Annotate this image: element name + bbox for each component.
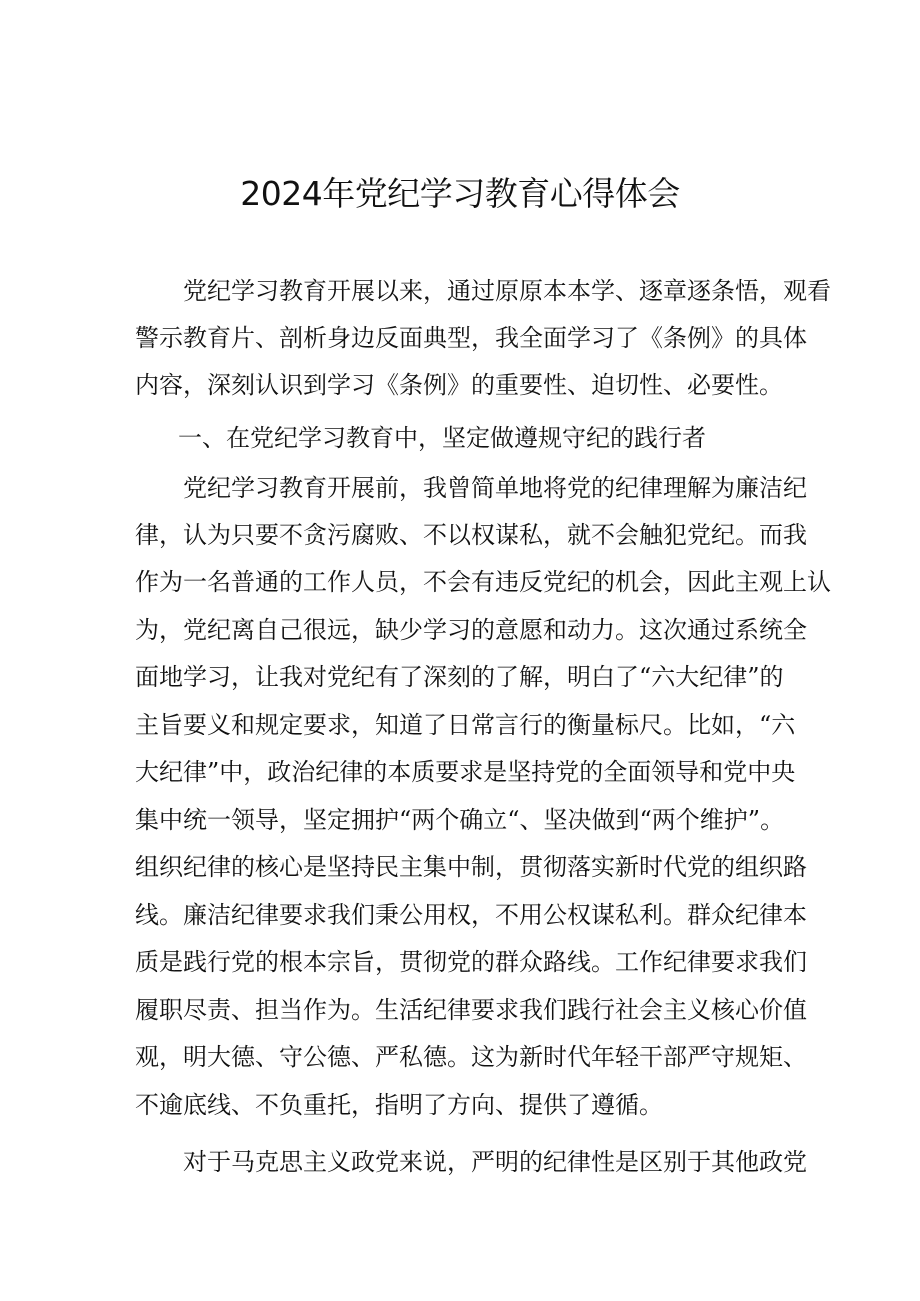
section-heading: 一、在党纪学习教育中，坚定做遵规守纪的践行者 [178,424,706,452]
body-line: 观，明大德、守公德、严私德。这为新时代年轻干部严守规矩、 [135,1043,807,1071]
next-paragraph-line: 对于马克思主义政党来说，严明的纪律性是区别于其他政党 [183,1148,807,1176]
body-line: 履职尽责、担当作为。生活纪律要求我们践行社会主义核心价值 [135,996,807,1024]
document-title: 2024年党纪学习教育心得体会 [240,174,680,213]
body-line: 为，党纪离自己很远，缺少学习的意愿和动力。这次通过系统全 [135,616,807,644]
body-line: 质是践行党的根本宗旨，贯彻党的群众路线。工作纪律要求我们 [135,948,807,976]
intro-line-2: 警示教育片、剖析身边反面典型，我全面学习了《条例》的具体 [135,324,807,352]
body-line: 面地学习，让我对党纪有了深刻的了解，明白了“六大纪律”的 [135,663,784,691]
body-line: 主旨要义和规定要求，知道了日常言行的衡量标尺。比如，“六 [135,711,796,739]
body-line: 线。廉洁纪律要求我们秉公用权，不用公权谋私利。群众纪律本 [135,901,807,929]
intro-line-1: 党纪学习教育开展以来，通过原原本本学、逐章逐条悟，观看 [183,277,831,305]
body-line: 集中统一领导，坚定拥护“两个确立“、坚决做到“两个维护”。 [135,806,785,834]
body-line: 作为一名普通的工作人员，不会有违反党纪的机会，因此主观上认 [135,568,831,596]
body-line: 律，认为只要不贪污腐败、不以权谋私，就不会触犯党纪。而我 [135,521,807,549]
intro-line-3: 内容，深刻认识到学习《条例》的重要性、迫切性、必要性。 [135,371,783,399]
body-line: 不逾底线、不负重托，指明了方向、提供了遵循。 [135,1091,663,1119]
body-line: 党纪学习教育开展前，我曾简单地将党的纪律理解为廉洁纪 [183,474,807,502]
body-line: 大纪律”中，政治纪律的本质要求是坚持党的全面领导和党中央 [135,758,796,786]
body-line: 组织纪律的核心是坚持民主集中制，贯彻落实新时代党的组织路 [135,853,807,881]
